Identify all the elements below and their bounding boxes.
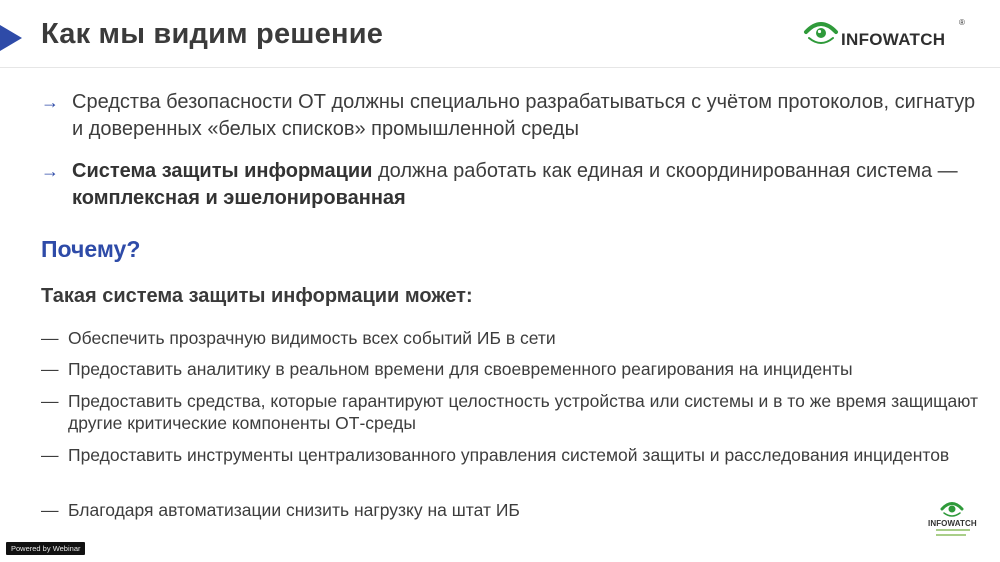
accent-triangle [0, 25, 22, 51]
key-point-plain: должна работать как единая и скоординированная система — [372, 160, 958, 182]
arrow-bullet-icon: → [41, 92, 59, 112]
slide-title: Как мы видим решение [41, 18, 384, 50]
key-point-bold: комплексная и эшелонированная [72, 187, 406, 209]
eye-logo-icon [803, 18, 839, 48]
arrow-bullet-icon: → [41, 161, 59, 181]
list-item [41, 444, 981, 466]
small-logo-tagline [936, 529, 970, 531]
list-item [41, 327, 981, 349]
list-item-text: Предоставить средства, которые гарантируют целостность устройства или системы и в то же время защищают другие критические компоненты ОТ-среды [68, 391, 978, 433]
small-logo-text: INFOWATCH [928, 519, 977, 528]
infowatch-logo [803, 16, 973, 50]
list-item-text: Благодаря автоматизации снизить нагрузку на штат ИБ [68, 500, 520, 520]
list-item [41, 358, 981, 380]
list-item-text: Предоставить аналитику в реальном времени для своевременного реагирования на инциденты [68, 359, 853, 379]
list-item [41, 390, 981, 434]
small-eye-logo-icon [940, 499, 964, 519]
key-point-2 [41, 158, 981, 212]
small-logo-tagline [936, 534, 966, 536]
dash-bullet: — [41, 500, 59, 520]
registered-mark: ® [959, 18, 965, 27]
powered-by-webinar-badge[interactable]: Powered by Webinar [6, 542, 85, 555]
list-item-text: Обеспечить прозрачную видимость всех событий ИБ в сети [68, 328, 556, 348]
key-point-text [72, 158, 981, 212]
key-point-1 [41, 89, 981, 143]
dash-bullet: — [41, 391, 59, 411]
dash-bullet: — [41, 445, 59, 465]
small-infowatch-logo [926, 497, 986, 545]
list-item-text: Предоставить инструменты централизованного управления системой защиты и расследования инцидентов [68, 445, 950, 465]
list-item [41, 499, 981, 521]
key-point-text: Средства безопасности ОТ должны специально разрабатываться с учётом протоколов, сигнатур и доверенных «белых списков» промышленной среды [72, 91, 976, 140]
list-subheading: Такая система защиты информации может: [41, 285, 473, 307]
key-point-bold: Система защиты информации [72, 160, 373, 182]
dash-bullet: — [41, 328, 59, 348]
logo-text: INFOWATCH [841, 30, 946, 49]
dash-bullet: — [41, 359, 59, 379]
why-heading: Почему? [41, 236, 141, 262]
header-divider [0, 67, 1000, 68]
